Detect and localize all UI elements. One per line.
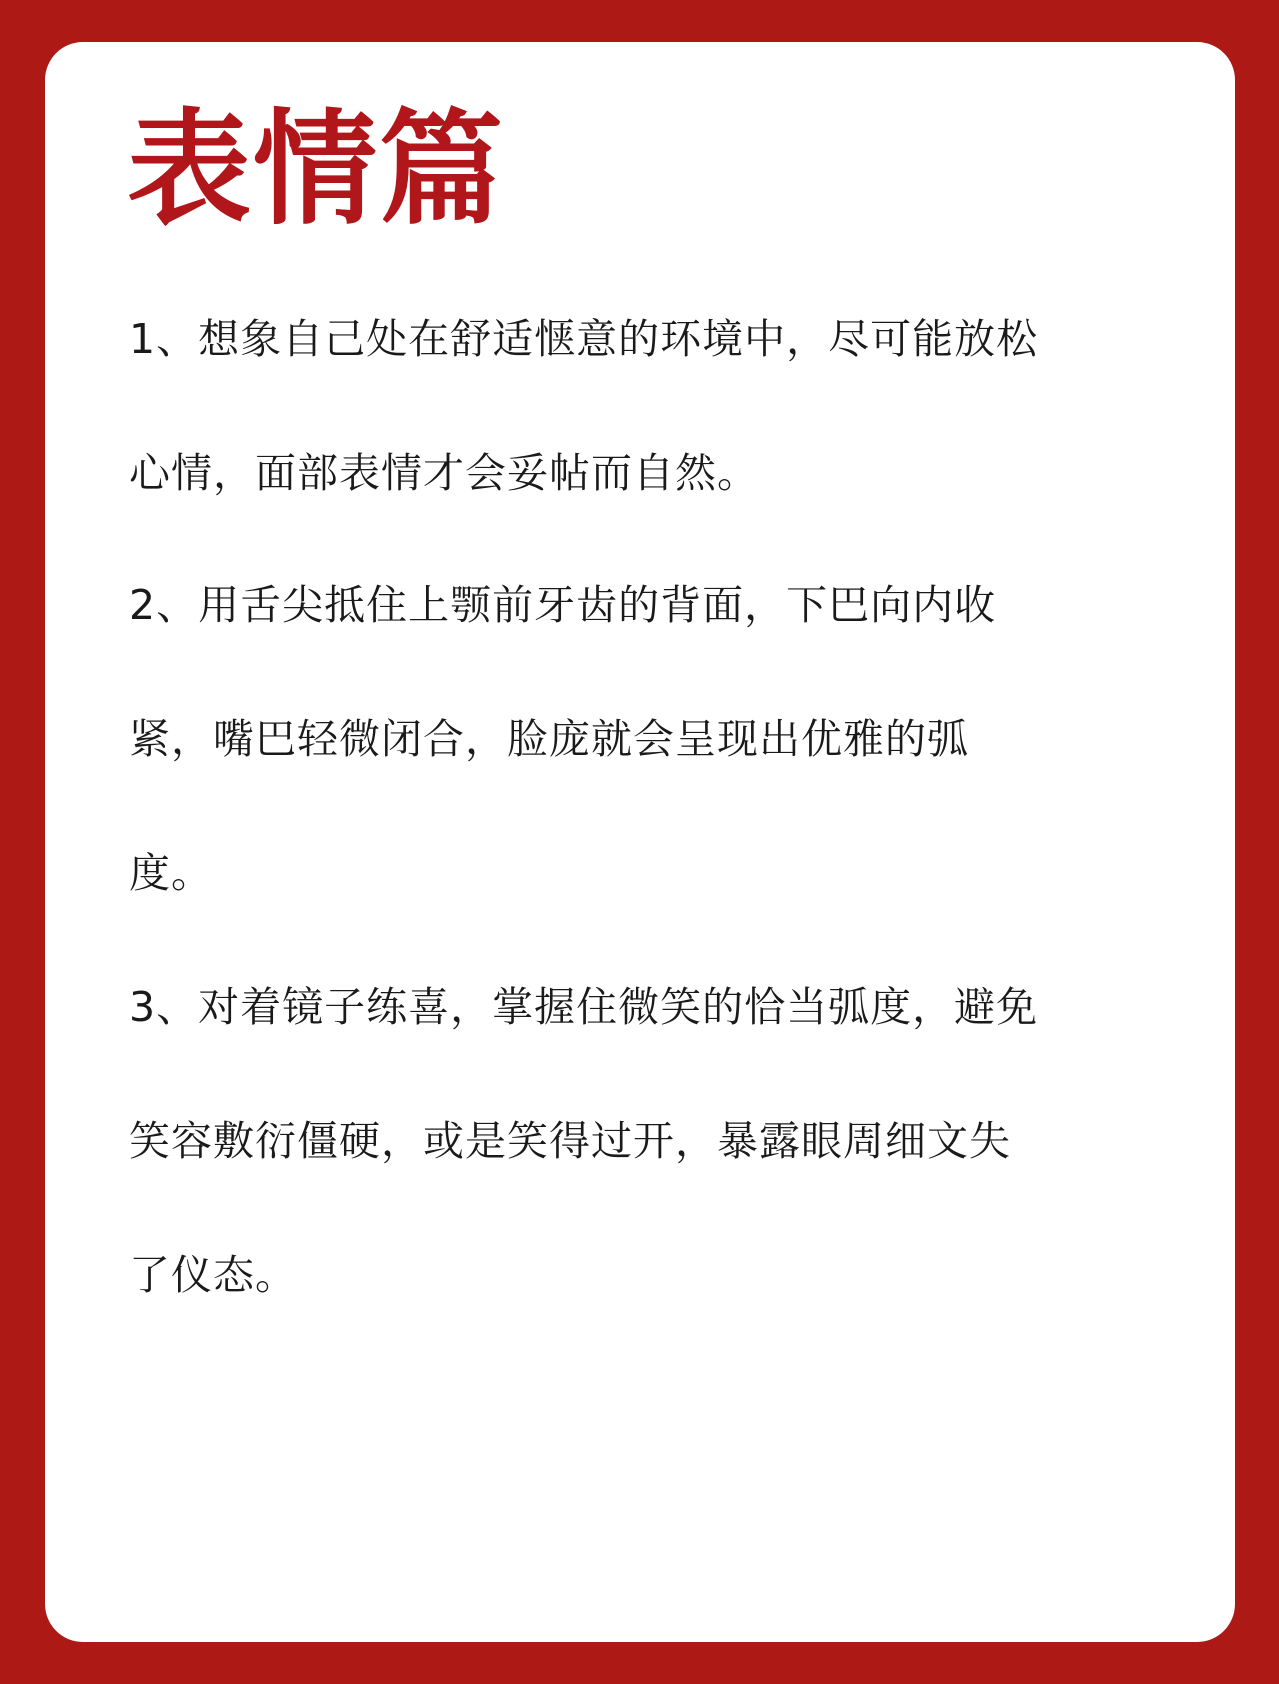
text-line: 笑容敷衍僵硬，或是笑得过开，暴露眼周细文失 — [129, 1117, 1011, 1165]
text-line: 1、想象自己处在舒适惬意的环境中，尽可能放松 — [129, 315, 1039, 363]
text-line: 了仪态。 — [129, 1251, 297, 1299]
text-line: 心情，面部表情才会妥帖而自然。 — [129, 449, 759, 497]
page-title: 表情篇 — [127, 98, 506, 242]
text-line: 紧，嘴巴轻微闭合，脸庞就会呈现出优雅的弧 — [129, 715, 969, 763]
text-line: 度。 — [129, 849, 213, 897]
content-card — [45, 42, 1235, 1642]
text-line: 3、对着镜子练喜，掌握住微笑的恰当弧度，避免 — [129, 983, 1039, 1031]
text-line: 2、用舌尖抵住上颚前牙齿的背面，下巴向内收 — [129, 581, 997, 629]
